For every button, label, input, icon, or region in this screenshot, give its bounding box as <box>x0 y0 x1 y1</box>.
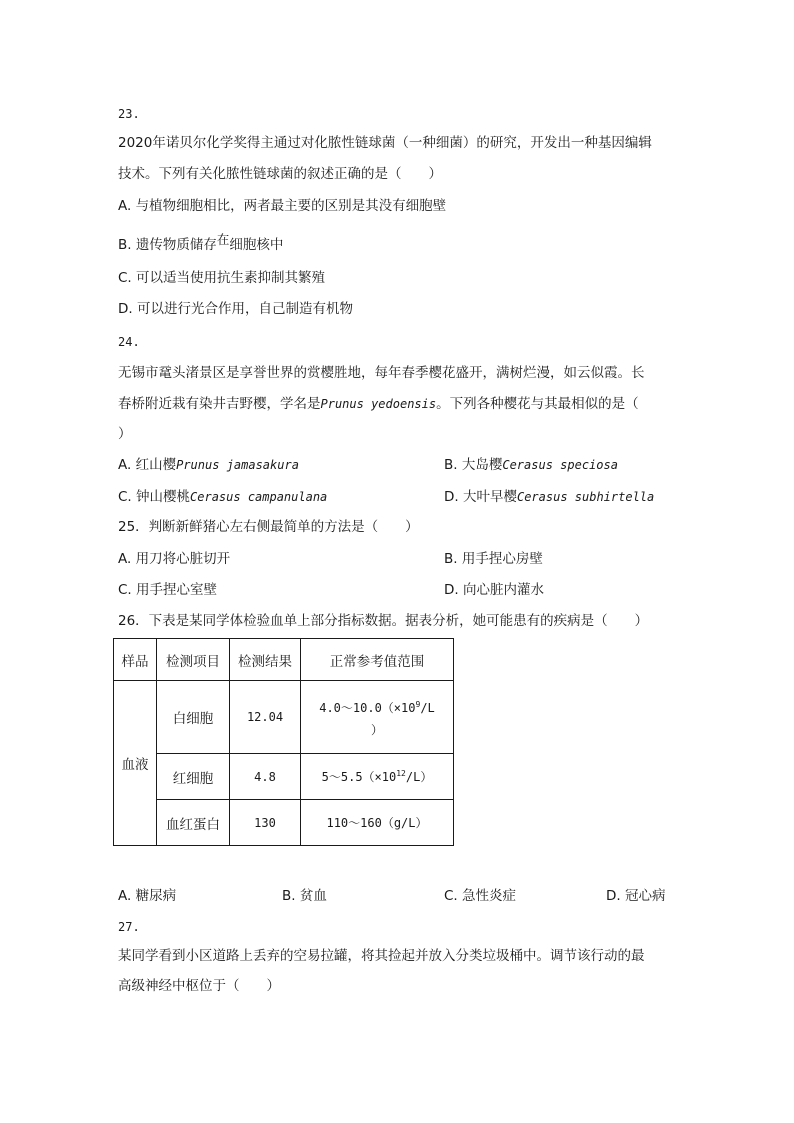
q23-stem-line1: 2020年诺贝尔化学奖得主通过对化脓性链球菌（一种细菌）的研究，开发出一种基因编辑 <box>118 135 652 151</box>
range-text: 5～5.5（×10 <box>321 770 397 784</box>
q25-option-d: D. 向心脏内灌水 <box>444 582 544 598</box>
q23-option-c: C. 可以适当使用抗生素抑制其繁殖 <box>118 270 326 286</box>
range-cell <box>301 681 454 754</box>
range-cell: 110～160（g/L） <box>301 800 454 846</box>
table-row <box>114 681 454 754</box>
q23-option-b-pre: B. 遗传物质储存 <box>118 237 217 253</box>
table-row <box>114 754 454 800</box>
range-exponent: 9 <box>415 699 421 709</box>
q24-option-a-species: Prunus jamasakura <box>176 458 299 472</box>
q26-option-d: D. 冠心病 <box>606 888 666 904</box>
q24-species-name: Prunus yedoensis <box>320 397 437 411</box>
item-cell: 白细胞 <box>157 681 230 754</box>
q24-stem-line3: ） <box>118 426 132 442</box>
q25-stem: 25．判断新鲜猪心左右侧最简单的方法是（ ） <box>118 519 419 535</box>
q23-option-b-post: 细胞核中 <box>229 237 284 253</box>
q24-number: 24. <box>118 335 140 349</box>
q24-option-a-label: A. 红山樱 <box>118 457 177 473</box>
q24-option-d <box>444 488 654 506</box>
q26-stem: 26．下表是某同学体检验血单上部分指标数据。据表分析，她可能患有的疾病是（ ） <box>118 613 649 629</box>
q26-option-c: C. 急性炎症 <box>444 888 517 904</box>
q24-option-d-label: D. 大叶早樱 <box>444 489 517 505</box>
range-exponent: 12 <box>396 769 406 778</box>
q25-option-b: B. 用手捏心房壁 <box>444 551 543 567</box>
q23-option-d: D. 可以进行光合作用，自己制造有机物 <box>118 301 353 317</box>
q25-option-c: C. 用手捏心室壁 <box>118 582 218 598</box>
q24-option-b-species: Cerasus speciosa <box>502 458 618 472</box>
q23-option-a: A. 与植物细胞相比，两者最主要的区别是其没有细胞壁 <box>118 198 447 214</box>
q24-option-c-species: Cerasus campanulana <box>190 490 328 504</box>
result-cell: 12.04 <box>230 681 301 754</box>
q24-option-a <box>118 456 299 474</box>
q23-stem-line2: 技术。下列有关化脓性链球菌的叙述正确的是（ ） <box>118 166 442 182</box>
q24-stem-line2-pre: 春桥附近栽有染井吉野樱，学名是 <box>118 396 321 412</box>
q23-option-b <box>118 232 284 254</box>
q24-option-b <box>444 456 618 474</box>
q26-option-a: A. 糖尿病 <box>118 888 177 904</box>
item-cell: 血红蛋白 <box>157 800 230 846</box>
q24-option-b-label: B. 大岛樱 <box>444 457 503 473</box>
q24-stem-line2 <box>118 395 639 413</box>
q27-stem-line2: 高级神经中枢位于（ ） <box>118 978 280 994</box>
range-unit: /L） <box>405 770 433 784</box>
q24-stem-line2-post: 。下列各种樱花与其最相似的是（ <box>436 396 639 412</box>
q25-option-a: A. 用刀将心脏切开 <box>118 551 231 567</box>
table-row <box>114 800 454 846</box>
table-header-row <box>114 639 454 681</box>
header-range: 正常参考值范围 <box>301 639 454 681</box>
q23-option-b-raised: 在 <box>216 232 230 247</box>
q24-option-c-label: C. 钟山樱桃 <box>118 489 191 505</box>
result-cell: 4.8 <box>230 754 301 800</box>
item-cell: 红细胞 <box>157 754 230 800</box>
q26-option-b: B. 贫血 <box>282 888 327 904</box>
q23-number: 23. <box>118 107 140 121</box>
range-text: 4.0～10.0（×10 <box>319 700 416 715</box>
range-unit: /L <box>420 700 435 715</box>
q27-number: 27. <box>118 920 140 934</box>
sample-cell: 血液 <box>114 681 157 846</box>
q24-option-c <box>118 488 327 506</box>
range-cell <box>301 754 454 800</box>
range-close: ） <box>370 722 383 737</box>
q24-option-d-species: Cerasus subhirtella <box>516 490 655 504</box>
blood-test-table <box>113 638 454 846</box>
header-sample: 样品 <box>114 639 157 681</box>
result-cell: 130 <box>230 800 301 846</box>
q24-stem-line1: 无锡市鼋头渚景区是享誉世界的赏樱胜地，每年春季樱花盛开，满树烂漫，如云似霞。长 <box>118 365 645 381</box>
header-result: 检测结果 <box>230 639 301 681</box>
q27-stem-line1: 某同学看到小区道路上丢弃的空易拉罐，将其捡起并放入分类垃圾桶中。调节该行动的最 <box>118 948 645 964</box>
header-item: 检测项目 <box>157 639 230 681</box>
